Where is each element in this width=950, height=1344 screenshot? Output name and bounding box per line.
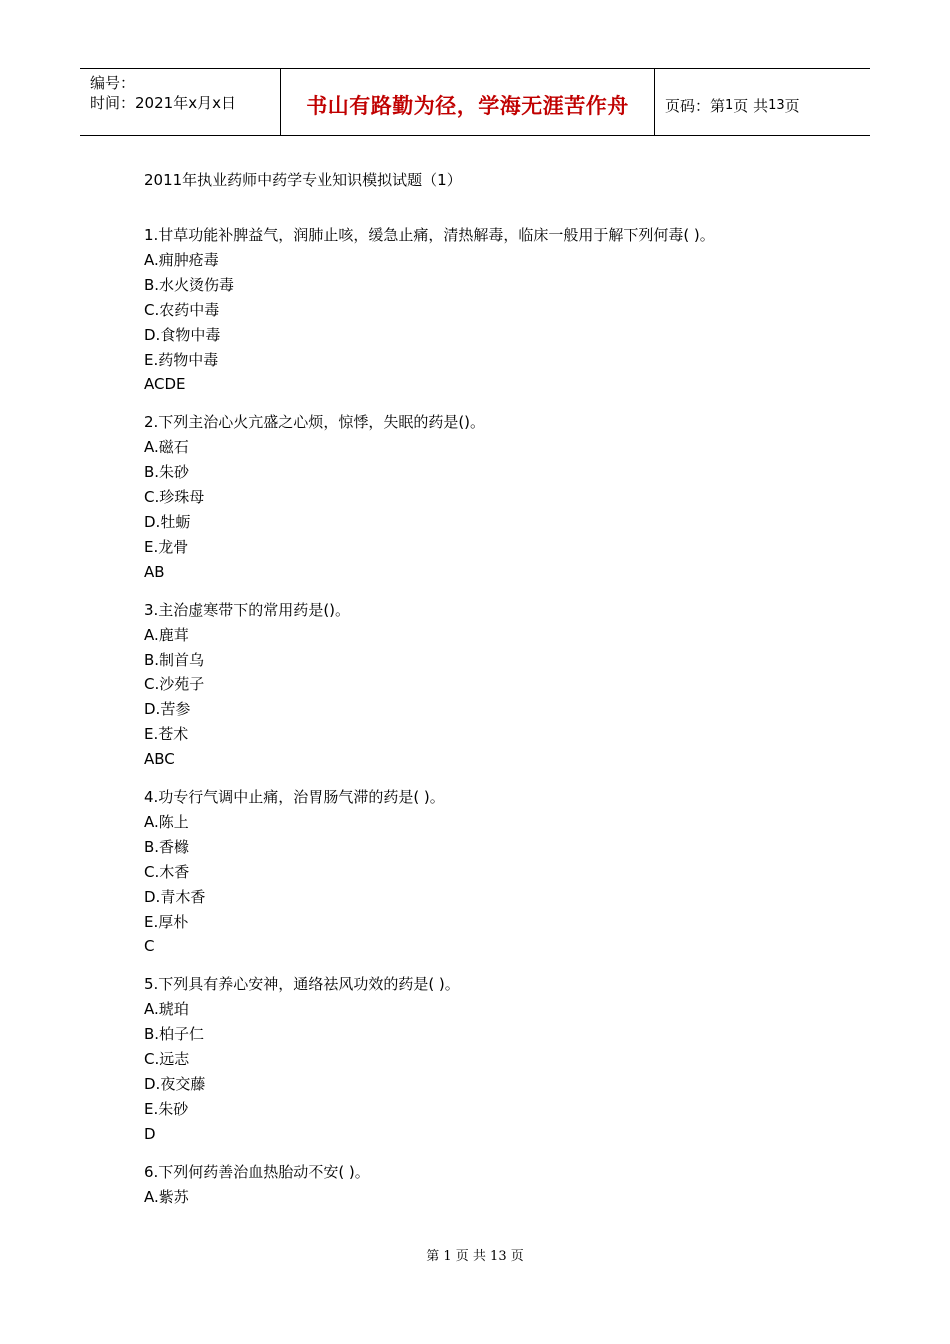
question-option: A.琥珀 [144, 1000, 189, 1019]
question-answer: ABC [144, 750, 175, 769]
question-option: E.苍术 [144, 725, 189, 744]
question-option: C.远志 [144, 1050, 190, 1069]
question-option: D.牡蛎 [144, 512, 191, 531]
question-option: D.夜交藤 [144, 1075, 206, 1093]
page-label: 页码：第 [665, 96, 726, 115]
question-option: E.朱砂 [144, 1099, 189, 1118]
question-option: D.苦参 [144, 700, 191, 719]
question-option: E.厚朴 [144, 912, 189, 931]
question-answer: C [144, 937, 155, 956]
question-option: E.药物中毒 [144, 350, 219, 369]
question-option: E.龙骨 [144, 537, 189, 556]
question-option: C.珍珠母 [144, 488, 205, 507]
question-item [144, 785, 844, 959]
question-item [144, 598, 844, 772]
question-option: A.紫苏 [144, 1187, 189, 1206]
question-answer: D [144, 1124, 156, 1143]
question-option: D.青木香 [144, 887, 206, 906]
question-list [144, 223, 844, 1210]
time-year: 2021 [135, 94, 174, 112]
time-label: 时间： [90, 94, 136, 112]
document-title: 2011年执业药师中药学专业知识模拟试题（1） [144, 171, 462, 189]
question-option: A.痈肿疮毒 [144, 250, 219, 269]
question-stem: 3.主治虚寒带下的常用药是()。 [144, 600, 351, 619]
number-label: 编号： [90, 74, 136, 92]
header-meta [80, 69, 281, 135]
question-option: B.朱砂 [144, 463, 190, 482]
question-option: C.农药中毒 [144, 300, 220, 319]
question-answer: ACDE [144, 375, 186, 394]
question-answer: AB [144, 562, 165, 581]
question-option: B.香橼 [144, 837, 190, 856]
question-option: A.鹿茸 [144, 625, 189, 644]
question-option: A.磁石 [144, 438, 189, 457]
question-option: A.陈上 [144, 812, 189, 831]
question-item [144, 972, 844, 1146]
page-end: 页 [784, 96, 800, 115]
question-item [144, 1160, 844, 1210]
header-motto-cell [281, 69, 655, 135]
question-stem: 6.下列何药善治血热胎动不安( )。 [144, 1162, 370, 1181]
document-body [144, 168, 844, 1223]
question-stem: 2.下列主治心火亢盛之心烦，惊悸，失眠的药是()。 [144, 413, 486, 432]
question-stem: 5.下列具有养心安神，通络祛风功效的药是( )。 [144, 975, 460, 994]
question-option: B.制首乌 [144, 650, 205, 669]
question-option: B.水火烫伤毒 [144, 275, 235, 294]
question-option: C.沙苑子 [144, 675, 205, 694]
header-page-info [655, 69, 870, 135]
page-footer: 第 1 页 共 13 页 [426, 1249, 524, 1264]
question-option: B.柏子仁 [144, 1025, 205, 1044]
page-mid: 页 共 [733, 96, 769, 115]
motto-text: 书山有路勤为径，学海无涯苦作舟 [306, 94, 629, 118]
time-line [90, 93, 280, 113]
question-stem: 1.甘草功能补脾益气，润肺止咳，缓急止痛，清热解毒，临床一般用于解下列何毒( )。 [144, 226, 715, 244]
question-option: C.木香 [144, 862, 190, 881]
page-header [80, 68, 870, 136]
question-stem: 4.功专行气调中止痛，治胃肠气滞的药是( )。 [144, 788, 445, 807]
question-option: D.食物中毒 [144, 325, 221, 344]
question-item [144, 410, 844, 584]
time-suffix: 年x月x日 [173, 94, 236, 112]
question-item [144, 223, 844, 397]
page-total: 13 [768, 97, 785, 113]
page-current: 1 [725, 97, 734, 113]
